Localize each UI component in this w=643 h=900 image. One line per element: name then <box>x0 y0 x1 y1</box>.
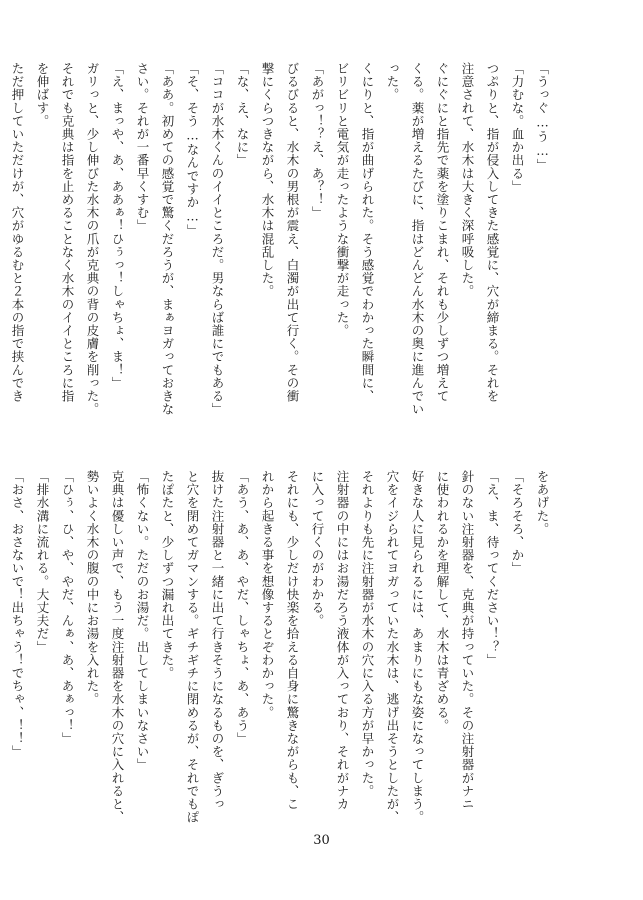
text-line: それよりも先に注射器が水木の穴に入る方が早かった。 <box>360 470 375 798</box>
text-line: に入って行くのがわかる。 <box>310 470 325 628</box>
text-line: をあげた。 <box>535 470 550 536</box>
text-line: 「な、え、なに」 <box>235 62 250 167</box>
text-line: 撃にくらつきながら、水木は混乱した。 <box>260 62 275 298</box>
text-line: 「あう、あ、あ、やだ、しゃちょ、あ、あう」 <box>235 470 250 746</box>
text-line: それでも克典は指を止めることなく水木のイイところに指 <box>60 62 75 403</box>
page-number: 30 <box>313 833 330 848</box>
text-line: 「おさ、おさないで！出ちゃう！でちゃ、！！」 <box>10 470 25 759</box>
upper-text-block <box>10 62 555 464</box>
text-line: ただ押していただけが、穴がゆるむと２本の指で挟んでき <box>10 62 25 403</box>
text-line: 「怖くない。ただのお湯だ。出してしまいなさい」 <box>135 470 150 772</box>
text-line: れから起きる事を想像するとぞわかった。 <box>260 470 275 719</box>
lower-text-block <box>10 470 555 824</box>
text-line: 「え、ま、待ってください！？」 <box>485 470 500 667</box>
text-line: 「排水溝に流れる。大丈夫だ」 <box>35 470 50 654</box>
text-line: に使われるかを理解して、水木は青ざめる。 <box>435 470 450 732</box>
text-line: 好きな人に見られるには、あまりにもな姿になってしまう。 <box>410 470 425 824</box>
text-line: 「力むな。血か出る」 <box>510 62 525 193</box>
text-line: 「ココが水木くんのイイところだ。男ならば誰にでもある」 <box>210 62 225 416</box>
text-line: 勢いよく水木の腹の中にお湯を入れた。 <box>85 470 100 706</box>
text-line: さい。それが一番早くすむ」 <box>135 62 150 233</box>
text-line: つぷりと、指が侵入してきた感覚に、穴が締まる。それを <box>485 62 500 403</box>
text-line: った。 <box>385 62 400 102</box>
text-line: くる。薬が増えるたびに、指はどんどん水木の奥に進んでい <box>410 62 425 416</box>
text-line: くにりと、指が曲げられた。そう感覚でわかった瞬間に、 <box>360 62 375 403</box>
text-line: 「ひぅ、ひ、や、やだ、んぁ、あ、あぁっ！」 <box>60 470 75 746</box>
text-line: 克典は優しい声で、もう一度注射器を水木の穴に入れると、 <box>110 470 125 824</box>
text-line: びるびると、水木の男根が震え、白濁が出て行く。その衝 <box>285 62 300 403</box>
text-line: 針のない注射器を、克典が持っていた。その注射器がナニ <box>460 470 475 811</box>
text-line: 「うっぐ…う…」 <box>535 62 550 172</box>
text-line: 抜けた注射器と一緒に出て行きそうになるものを、ぎうっ <box>210 470 225 811</box>
text-line: 「あがっ！？え、あ？！」 <box>310 62 325 220</box>
text-line: ガリっと、少し伸びた水木の爪が克典の背の皮膚を削った。 <box>85 62 100 416</box>
text-line: と穴を閉めてガマンする。ギチギチに閉めるが、それでもぽ <box>185 470 200 824</box>
text-line: を伸ばす。 <box>35 62 50 128</box>
text-line: 「ああ。初めての感覚で驚くだろうが、まぁヨガっておきな <box>160 62 175 416</box>
text-line: たぽたと、少しずつ漏れ出てきた。 <box>160 470 175 680</box>
text-line: 注意されて、水木は大きく深呼吸した。 <box>460 62 475 298</box>
text-line: 「え、まっや、あ、ああぁ！ひぅっ！しゃちょ、ま！」 <box>110 62 125 390</box>
text-line: 「そろそろ、か」 <box>510 470 525 575</box>
text-line: 穴をイジられてヨガっていた水木は、逃げ出そうとしたが、 <box>385 470 400 824</box>
text-line: ビリビリと電気が走ったような衝撃が走った。 <box>335 62 350 338</box>
text-line: ぐにぐにと指先で薬を塗りこまれ、それも少しずつ増えて <box>435 62 450 403</box>
text-line: 「そ、そう…なんですか…」 <box>185 62 200 238</box>
text-line: それにも、少しだけ快楽を拾える自身に驚きながらも、こ <box>285 470 300 811</box>
text-line <box>0 62 5 464</box>
text-line: 注射器の中にはお湯だろう液体が入っており、それがナカ <box>335 470 350 811</box>
text-line <box>0 470 5 810</box>
